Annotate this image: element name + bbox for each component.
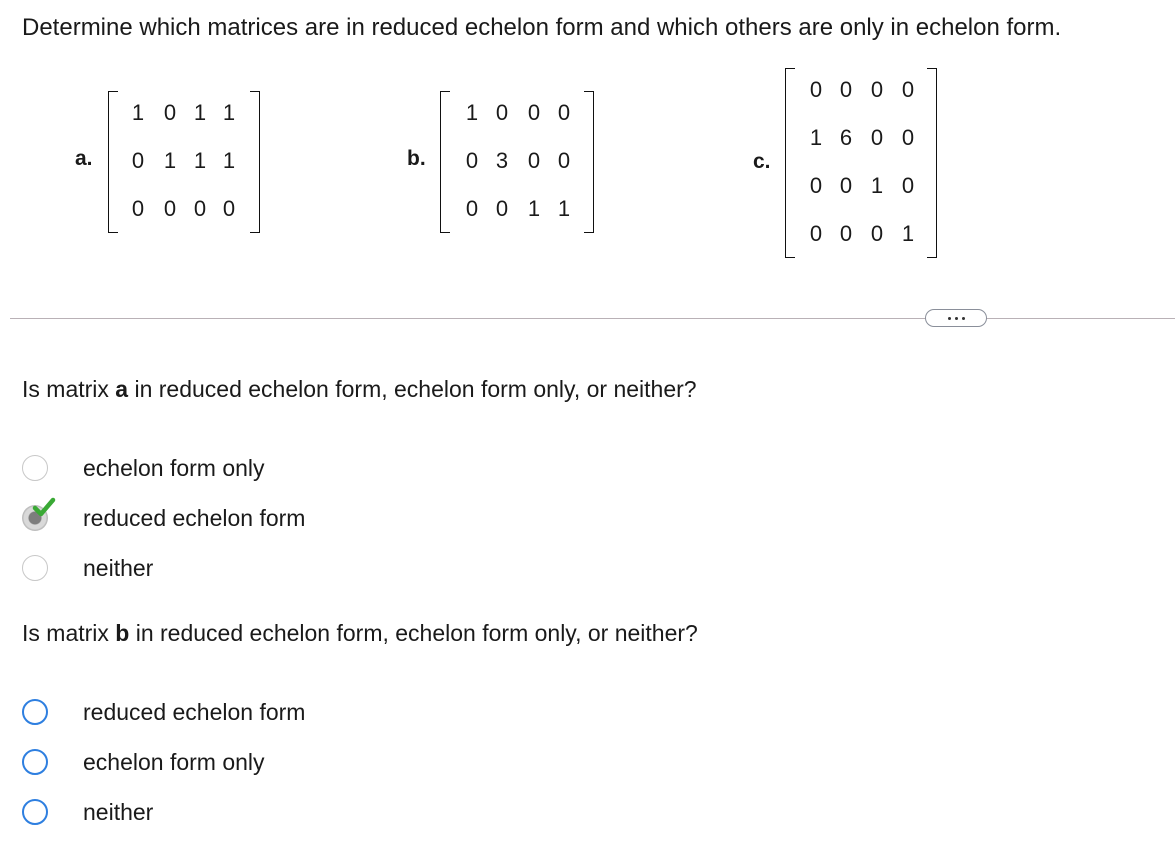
matrix-a	[108, 91, 260, 233]
option-label: reduced echelon form	[83, 698, 306, 725]
matrix-cell: 0	[527, 148, 541, 173]
bracket-left	[440, 91, 450, 233]
matrix-cell: 0	[131, 148, 145, 173]
ellipsis-dot-icon	[962, 317, 965, 320]
radio-button-selected[interactable]	[22, 505, 48, 531]
q2-option-neither[interactable]	[22, 797, 153, 827]
matrix-cell: 0	[839, 77, 853, 102]
matrix-cell: 0	[901, 173, 915, 198]
q2-option-echelon-only[interactable]	[22, 747, 265, 777]
option-label: echelon form only	[83, 748, 265, 775]
radio-button[interactable]	[22, 799, 48, 825]
radio-button[interactable]	[22, 455, 48, 481]
matrix-cell: 0	[839, 221, 853, 246]
matrix-cell: 0	[809, 173, 823, 198]
matrix-cell: 0	[870, 125, 884, 150]
ellipsis-dot-icon	[948, 317, 951, 320]
option-label: reduced echelon form	[83, 504, 306, 531]
matrix-cell: 0	[495, 196, 509, 221]
matrix-cell: 1	[193, 100, 207, 125]
matrix-cell: 0	[870, 77, 884, 102]
matrix-cell: 0	[163, 100, 177, 125]
matrix-cell: 1	[163, 148, 177, 173]
q1-option-echelon-only[interactable]	[22, 453, 265, 483]
question-b-pre: Is matrix	[22, 620, 116, 646]
bracket-left	[785, 68, 795, 258]
bracket-left	[108, 91, 118, 233]
matrix-cell: 0	[557, 148, 571, 173]
matrix-cell: 1	[222, 148, 236, 173]
matrix-cell: 1	[809, 125, 823, 150]
radio-button[interactable]	[22, 749, 48, 775]
matrix-cell: 0	[193, 196, 207, 221]
option-label: echelon form only	[83, 454, 265, 481]
matrix-cell: 1	[465, 100, 479, 125]
option-label: neither	[83, 554, 154, 581]
matrix-cell: 0	[465, 196, 479, 221]
bracket-right	[250, 91, 260, 233]
bracket-right	[927, 68, 937, 258]
matrix-cell: 1	[870, 173, 884, 198]
question-a-post: in reduced echelon form, echelon form only, or neither?	[128, 376, 697, 402]
q1-option-neither[interactable]	[22, 553, 153, 583]
q1-option-reduced-echelon[interactable]	[22, 503, 305, 533]
matrix-cell: 0	[527, 100, 541, 125]
section-divider	[10, 318, 1175, 319]
radio-button[interactable]	[22, 699, 48, 725]
matrix-cell: 3	[495, 148, 509, 173]
question-a-matrix: a	[115, 376, 129, 402]
matrix-cell: 1	[901, 221, 915, 246]
matrix-cell: 0	[809, 77, 823, 102]
matrix-cell: 0	[163, 196, 177, 221]
matrix-cell: 0	[870, 221, 884, 246]
problem-prompt: Determine which matrices are in reduced echelon form and which others are only in echelon form.	[22, 14, 1062, 41]
matrix-cell: 0	[131, 196, 145, 221]
matrix-cell: 0	[222, 196, 236, 221]
question-a	[22, 376, 697, 403]
matrix-cell: 1	[222, 100, 236, 125]
question-b-post: in reduced echelon form, echelon form only, or neither?	[129, 620, 698, 646]
radio-button[interactable]	[22, 555, 48, 581]
bracket-right	[584, 91, 594, 233]
ellipsis-dot-icon	[955, 317, 958, 320]
matrix-cell: 6	[839, 125, 853, 150]
matrix-cell: 0	[557, 100, 571, 125]
question-b	[22, 620, 698, 647]
question-a-pre: Is matrix	[22, 376, 116, 402]
matrix-c-label: c.	[753, 150, 771, 173]
checkmark-icon	[32, 497, 56, 519]
matrix-b-label: b.	[407, 147, 426, 170]
matrix-c	[785, 68, 937, 258]
matrix-cell: 0	[901, 77, 915, 102]
matrix-cell: 1	[193, 148, 207, 173]
matrix-b	[440, 91, 594, 233]
matrix-cell: 1	[527, 196, 541, 221]
matrix-cell: 0	[809, 221, 823, 246]
matrix-cell: 0	[839, 173, 853, 198]
matrix-cell: 0	[465, 148, 479, 173]
matrix-cell: 1	[557, 196, 571, 221]
matrix-a-label: a.	[75, 147, 93, 170]
matrix-cell: 0	[901, 125, 915, 150]
q2-option-reduced-echelon[interactable]	[22, 697, 305, 727]
matrix-cell: 1	[131, 100, 145, 125]
question-b-matrix: b	[115, 620, 130, 646]
option-label: neither	[83, 798, 154, 825]
more-button[interactable]	[925, 309, 987, 327]
matrix-cell: 0	[495, 100, 509, 125]
